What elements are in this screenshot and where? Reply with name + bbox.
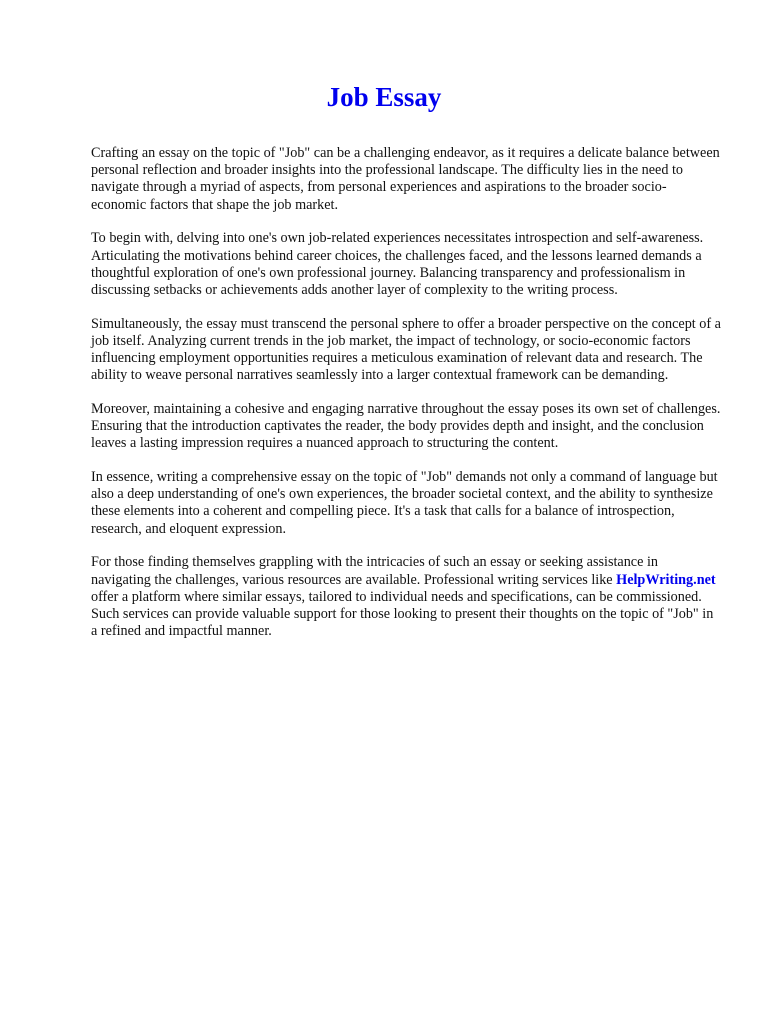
paragraph-6-before-link: For those finding themselves grappling with the intricacies of such an essay or seeking assistance in navigating the challenges, various resources are available. Professional writing services like bbox=[91, 554, 658, 588]
page-title: Job Essay bbox=[326, 82, 442, 112]
essay-body bbox=[91, 145, 721, 657]
paragraph-5: In essence, writing a comprehensive essay on the topic of "Job" demands not only a command of language but also a deep understanding of one's own experiences, the broader societal context, and the ability to synthesize these elements into a coherent and compelling piece. It's a task that calls for a balance of introspection, research, and eloquent expression. bbox=[91, 469, 718, 537]
paragraph-2: To begin with, delving into one's own job-related experiences necessitates introspection and self-awareness. Articulating the motivations behind career choices, the challenges faced, and the lessons learned demands a thoughtful exploration of one's own professional journey. Balancing transparency and professionalism in discussing setbacks or achievements adds another layer of complexity to the writing process. bbox=[91, 230, 704, 298]
paragraph-1: Crafting an essay on the topic of "Job" can be a challenging endeavor, as it requires a delicate balance between personal reflection and broader insights into the professional landscape. The difficulty lies in the need to navigate through a myriad of aspects, from personal experiences and aspirations to the broader socio-economic factors that shape the job market. bbox=[91, 145, 720, 213]
helpwriting-link[interactable]: HelpWriting.net bbox=[616, 571, 716, 588]
paragraph-3: Simultaneously, the essay must transcend the personal sphere to offer a broader perspective on the concept of a job itself. Analyzing current trends in the job market, the impact of technology, or socio-economic factors influencing employment opportunities requires a meticulous examination of relevant data and research. The ability to weave personal narratives seamlessly into a larger contextual framework can be demanding. bbox=[91, 315, 721, 384]
paragraph-6 bbox=[91, 554, 721, 640]
paragraph-4: Moreover, maintaining a cohesive and engaging narrative throughout the essay poses its own set of challenges. Ensuring that the introduction captivates the reader, the body provides depth and insight, and the conclusion leaves a lasting impression requires a nuanced approach to structuring the content. bbox=[91, 400, 721, 452]
paragraph-6-after-link: offer a platform where similar essays, tailored to individual needs and specifications, can be commissioned. Such services can provide valuable support for those looking to present their thoughts on the topic of "Job" in a refined and impactful manner. bbox=[91, 588, 714, 640]
